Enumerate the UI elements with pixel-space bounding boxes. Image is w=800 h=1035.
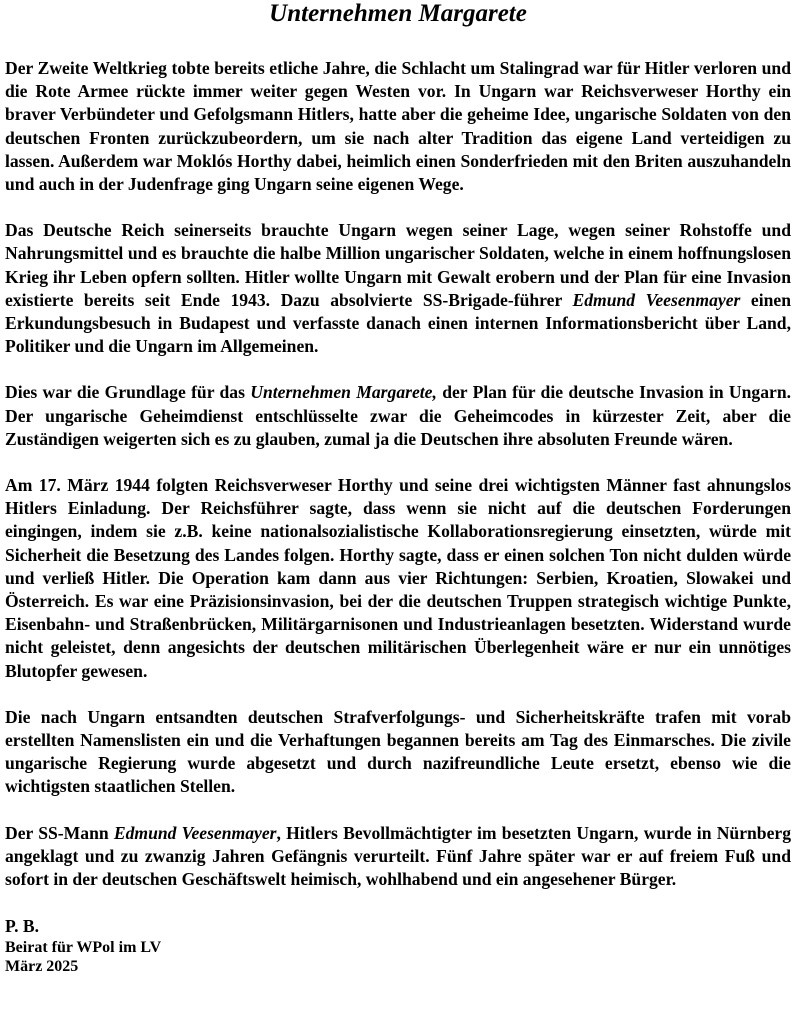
paragraph-6-text-after: , Hitlers Bevollmächtigter im besetzten Ungarn, wurde in Nürnberg angeklagt und zu zwanzig Jahren Gefängnis verurteilt. Fünf Jahre später war er auf freiem Fuß und sofort in der deutschen Geschäftswelt heimisch, wohlhabend und ein angesehener Bürger. (5, 822, 791, 890)
paragraph-5: Die nach Ungarn entsandten deutschen Strafverfolgungs- und Sicherheitskräfte trafen mit vorab erstellten Namenslisten ein und die Verhaftungen begannen bereits am Tag des Einmarsches. Die zivile ungarische Regierung wurde abgesetzt und durch nazifreundliche Leute ersetzt, ebenso wie die wichtigsten staatlichen Stellen. (5, 706, 791, 797)
person-name-veesenmayer-2: Edmund Veesenmayer (113, 822, 277, 843)
paragraph-2 (5, 219, 791, 358)
signature-block (5, 914, 791, 976)
paragraph-3-text-before: Dies war die Grundlage für das (5, 382, 251, 403)
person-name-veesenmayer: Edmund Veesenmayer (572, 289, 741, 310)
paragraph-4: Am 17. März 1944 folgten Reichsverweser Horthy und seine drei wichtigsten Männer fast ahnungslos Hitlers Einladung. Der Reichsführer sagte, dass wenn sie nicht auf die deutschen Forderungen eingingen, indem sie z.B. keine nationalsozialistische Kollaborationsregierung einsetzten, würde mit Sicherheit die Besetzung des Landes folgen. Horthy sagte, dass er einen solchen Ton nicht dulden würde und verließ Hitler. Die Operation kam dann aus vier Richtungen: Serbien, Kroatien, Slowakei und Österreich. Es war eine Präzisionsinvasion, bei der die deutschen Truppen strategisch wichtige Punkte, Eisenbahn- und Straßenbrücken, Militärgarnisonen und Industrieanlagen besetzten. Widerstand wurde nicht geleistet, denn angesichts der deutschen militärischen Überlegenheit wäre er nur ein unnötiges Blutopfer gewesen. (5, 475, 791, 681)
author-initials: P. B. (5, 916, 40, 937)
paragraph-6-text-before: Der SS-Mann (5, 822, 114, 843)
operation-name: Unternehmen Margarete, (250, 382, 437, 403)
paragraph-2-text-before: Das Deutsche Reich seinerseits brauchte Ungarn wegen seiner Lage, wegen seiner Rohstoffe und Nahrungsmittel und es brauchte die halbe Million ungarischer Soldaten, welche in einem hoffnungslosen Krieg ihr Leben opfern sollten. Hitler wollte Ungarn mit Gewalt erobern und der Plan für eine Invasion existierte bereits seit Ende 1943. Dazu absolvierte SS-Brigade-führer (5, 220, 791, 310)
paragraph-3 (5, 381, 791, 451)
publication-date: März 2025 (5, 958, 79, 976)
paragraph-2-text-after: einen Erkundungsbesuch in Budapest und verfasste danach einen internen Informationsbericht über Land, Politiker und die Ungarn im Allgemeinen. (5, 289, 791, 357)
author-role: Beirat für WPol im LV (5, 939, 162, 957)
paragraph-3-text-after: der Plan für die deutsche Invasion in Ungarn. Der ungarische Geheimdienst entschlüsselte zwar die Geheimcodes in kürzester Zeit, aber die Zuständigen weigerten sich es zu glauben, zumal ja die Deutschen ihre absoluten Freunde wären. (5, 382, 791, 449)
paragraph-6 (5, 822, 791, 892)
paragraph-1: Der Zweite Weltkrieg tobte bereits etliche Jahre, die Schlacht um Stalingrad war für Hitler verloren und die Rote Armee rückte immer weiter gegen Westen vor. In Ungarn war Reichsverweser Horthy ein braver Verbündeter und Gefolgsmann Hitlers, hatte aber die geheime Idee, ungarische Soldaten von den deutschen Fronten zurückzubeordern, um sie nach alter Tradition das eigene Land verteidigen zu lassen. Außerdem war Moklós Horthy dabei, heimlich einen Sonderfrieden mit den Briten auszuhandeln und auch in der Judenfrage ging Ungarn seine eigenen Wege. (5, 58, 791, 195)
article-title: Unternehmen Margarete (269, 0, 527, 27)
